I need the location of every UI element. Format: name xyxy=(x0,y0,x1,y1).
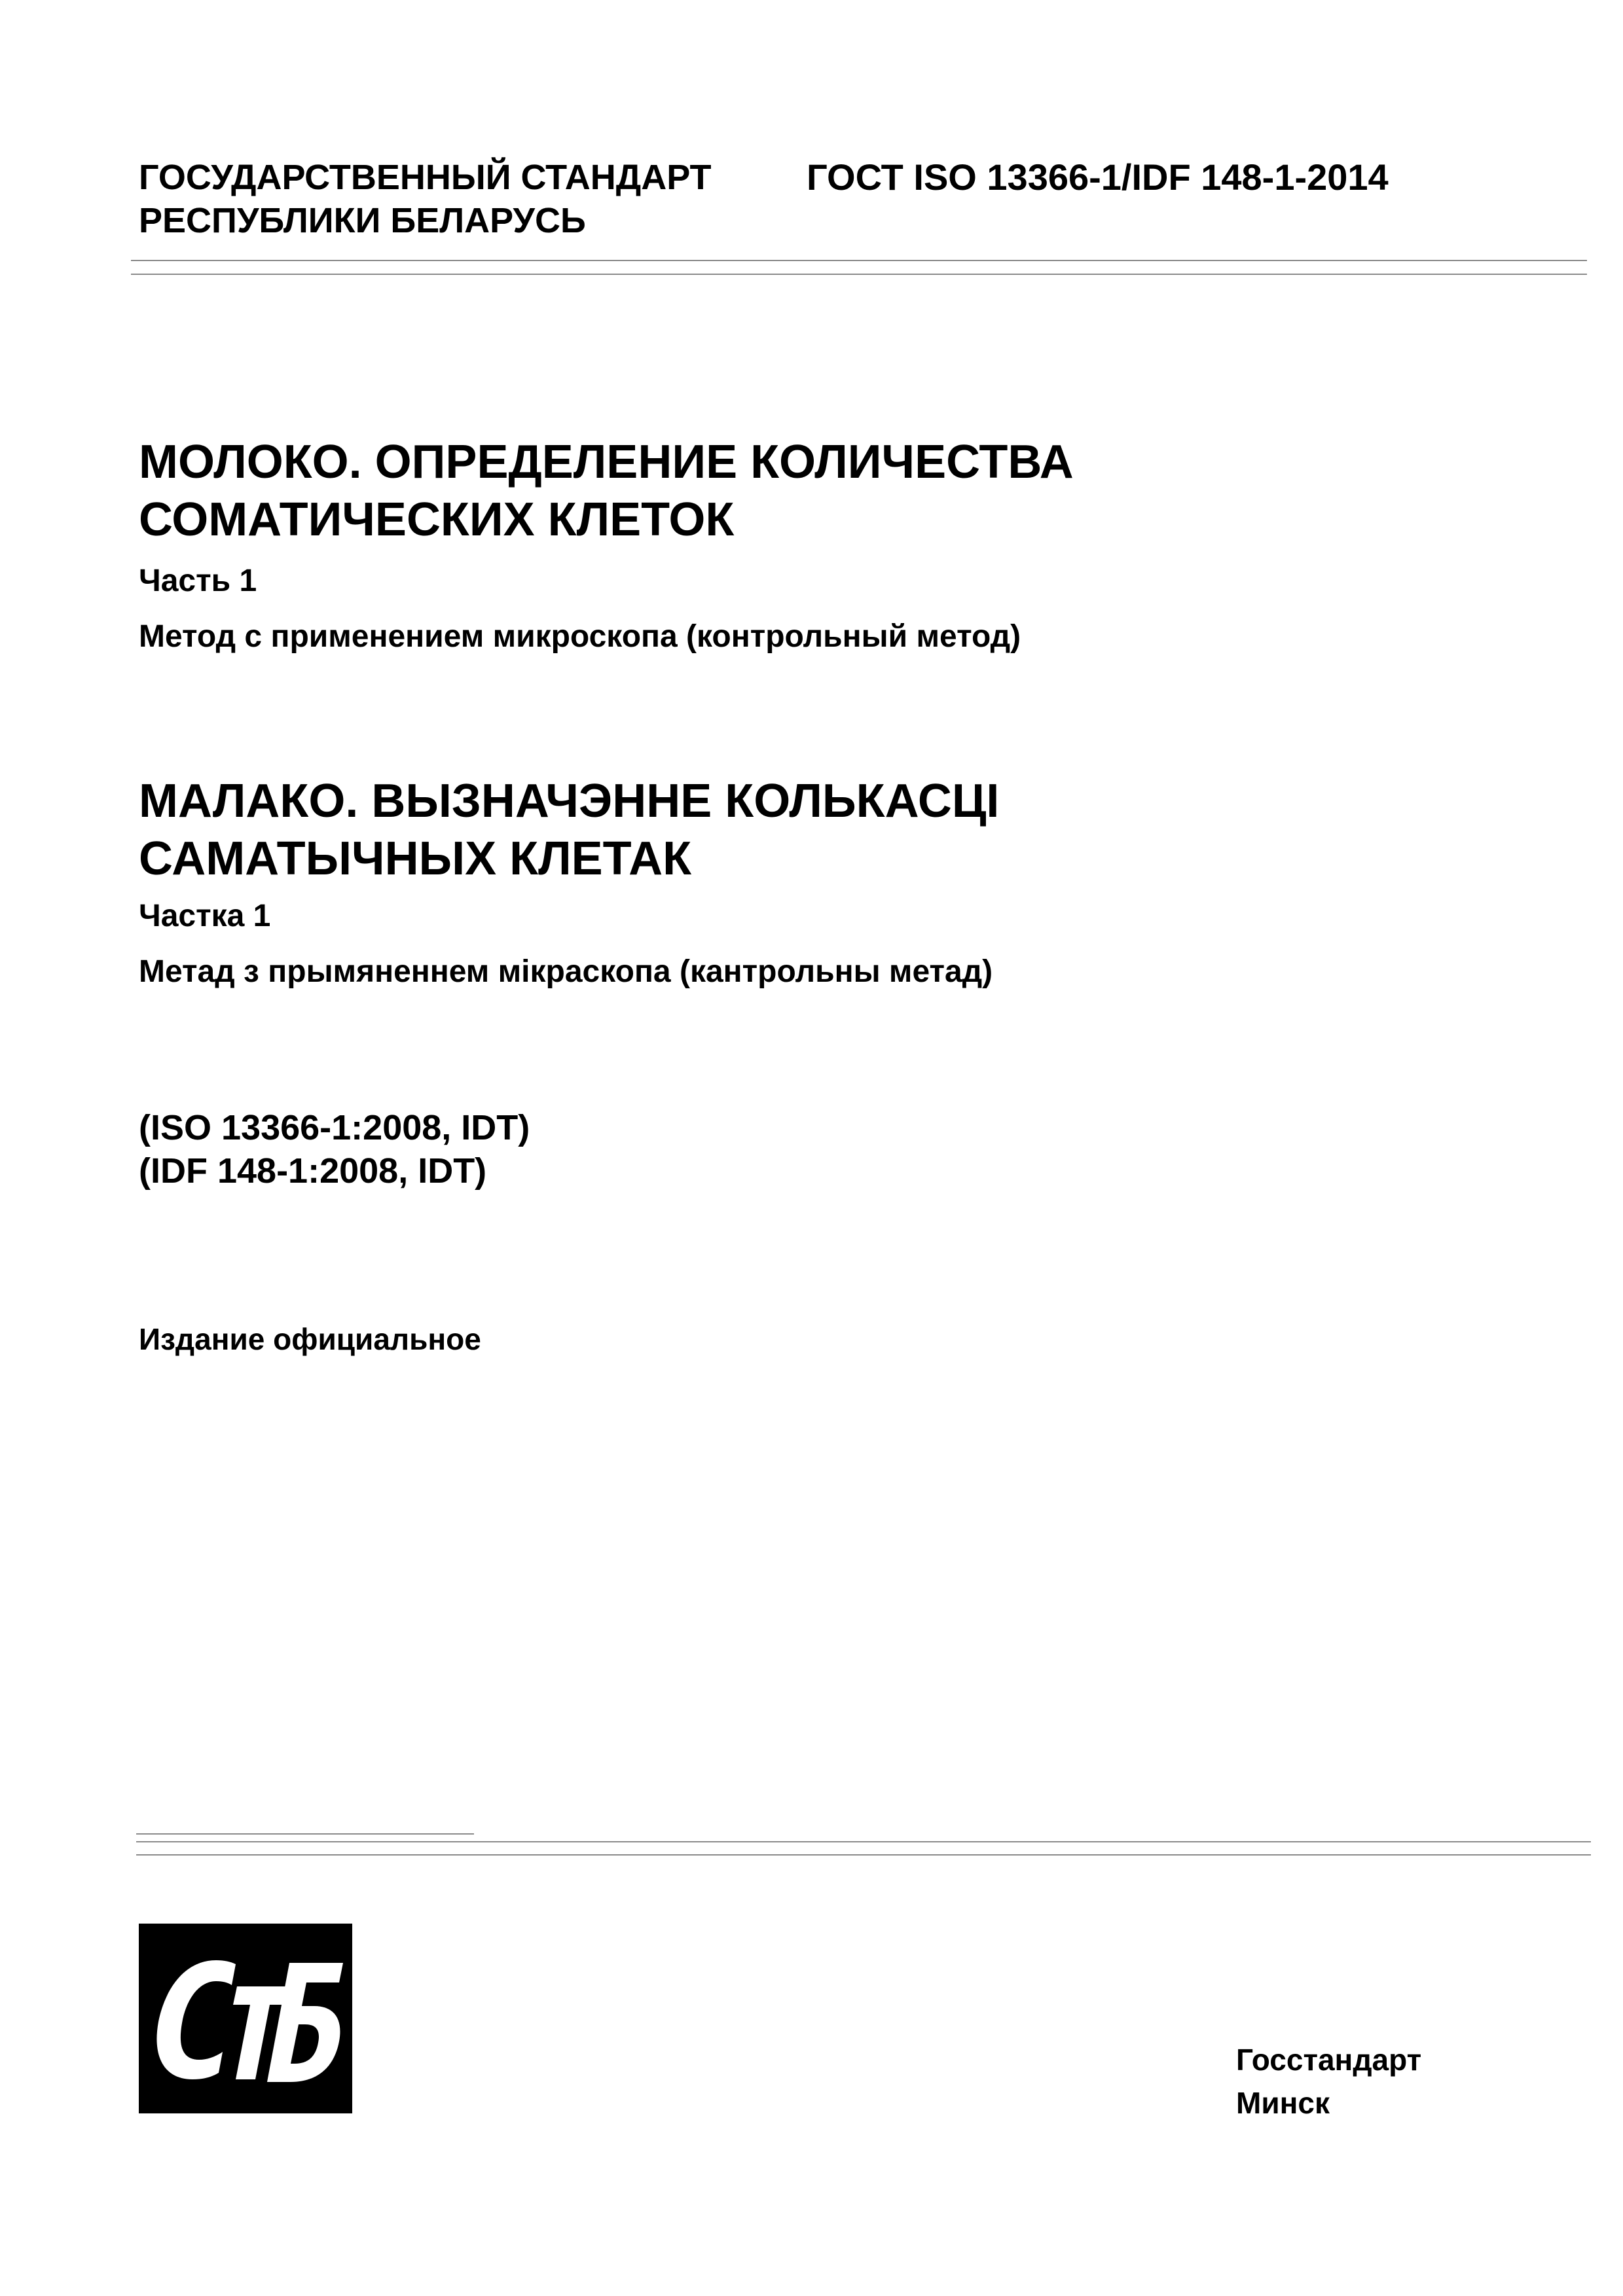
title-by-line1: МАЛАКО. ВЫЗНАЧЭННЕ КОЛЬКАСЦІ xyxy=(139,775,1000,827)
idf-reference: (IDF 148-1:2008, IDT) xyxy=(139,1151,487,1191)
standard-designation: ГОСТ ISO 13366-1/IDF 148-1-2014 xyxy=(807,156,1389,198)
official-edition: Издание официальное xyxy=(139,1322,481,1356)
footer-divider-bottom xyxy=(136,1854,1591,1856)
publisher-name: Госстандарт xyxy=(1236,2043,1422,2077)
header-divider-top xyxy=(131,260,1587,261)
title-ru-line1: МОЛОКО. ОПРЕДЕЛЕНИЕ КОЛИЧЕСТВА xyxy=(139,436,1074,488)
issuing-authority-line1: ГОСУДАРСТВЕННЫЙ СТАНДАРТ xyxy=(139,158,712,197)
issuing-authority xyxy=(139,156,712,242)
publisher-city: Минск xyxy=(1236,2086,1330,2120)
method-ru: Метод с применением микроскопа (контрольный метод) xyxy=(139,619,1021,654)
header-divider-bottom xyxy=(131,274,1587,275)
iso-reference: (ISO 13366-1:2008, IDT) xyxy=(139,1108,530,1147)
method-by: Метад з прымяненнем мікраскопа (кантрольны метад) xyxy=(139,954,993,989)
stb-logo-icon xyxy=(139,1924,352,2113)
footer-divider-top xyxy=(136,1841,1591,1842)
issuing-authority-line2: РЕСПУБЛИКИ БЕЛАРУСЬ xyxy=(139,201,586,240)
title-ru-line2: СОМАТИЧЕСКИХ КЛЕТОК xyxy=(139,493,735,546)
footer-divider-short xyxy=(136,1833,474,1835)
title-by-line2: САМАТЫЧНЫХ КЛЕТАК xyxy=(139,833,692,885)
part-by: Частка 1 xyxy=(139,899,271,933)
part-ru: Часть 1 xyxy=(139,564,257,598)
